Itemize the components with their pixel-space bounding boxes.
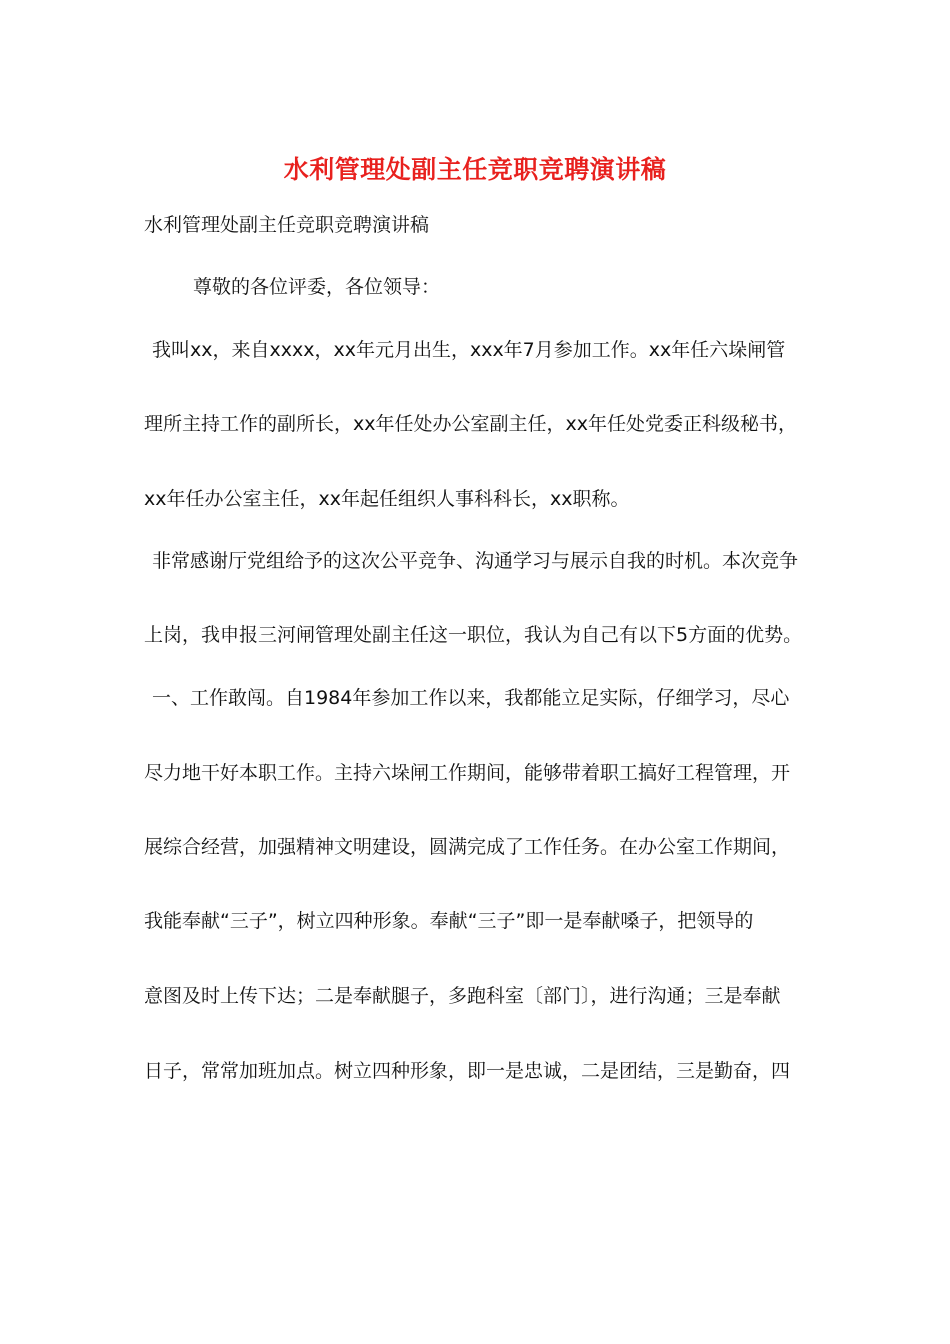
body-line: xx年任办公室主任，xx年起任组织人事科科长，xx职称。 [144, 488, 630, 510]
document-title: 水利管理处副主任竞职竞聘演讲稿 [283, 155, 667, 184]
body-line: 理所主持工作的副所长，xx年任处办公室副主任，xx年任处党委正科级秘书， [144, 413, 797, 435]
body-line: 展综合经营，加强精神文明建设，圆满完成了工作任务。在办公室工作期间， [144, 836, 791, 858]
body-line: 意图及时上传下达；二是奉献腿子，多跑科室〔部门〕，进行沟通；三是奉献 [144, 985, 781, 1007]
body-line: 非常感谢厅党组给予的这次公平竞争、沟通学习与展示自我的时机。本次竞争 [152, 550, 799, 572]
body-line: 我能奉献“三子”，树立四种形象。奉献“三子”即一是奉献嗓子，把领导的 [144, 910, 754, 932]
body-line: 我叫xx，来自xxxx，xx年元月出生，xxx年7月参加工作。xx年任六垛闸管 [152, 339, 786, 361]
body-line: 上岗，我申报三河闸管理处副主任这一职位，我认为自己有以下5方面的优势。 [144, 624, 803, 646]
greeting-line: 尊敬的各位评委，各位领导： [193, 276, 441, 298]
body-line: 尽力地干好本职工作。主持六垛闸工作期间，能够带着职工搞好工程管理，开 [144, 762, 791, 784]
document-subtitle: 水利管理处副主任竞职竞聘演讲稿 [144, 214, 430, 236]
body-line: 日子，常常加班加点。树立四种形象，即一是忠诚，二是团结，三是勤奋，四 [144, 1060, 791, 1082]
body-line: 一、工作敢闯。自1984年参加工作以来，我都能立足实际，仔细学习，尽心 [152, 687, 790, 709]
